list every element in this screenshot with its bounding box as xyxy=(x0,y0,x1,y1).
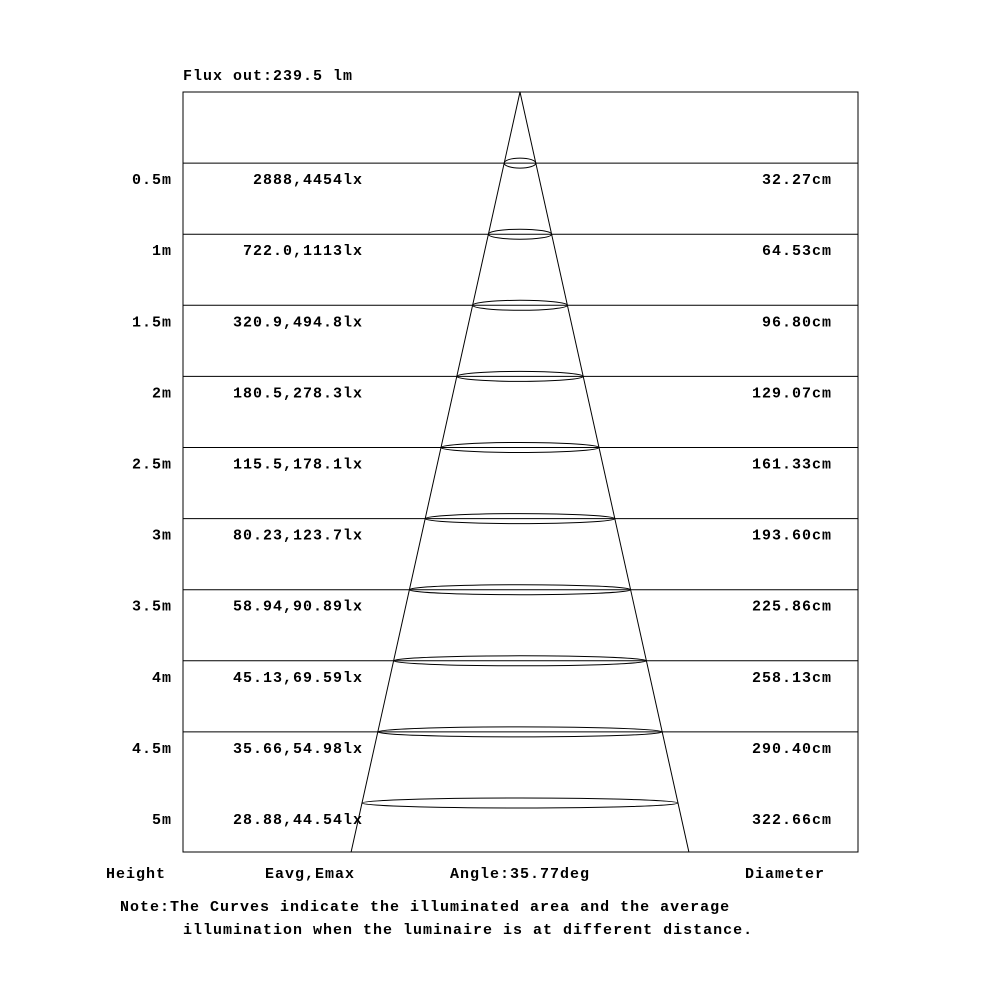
row-height-label: 4m xyxy=(151,669,172,687)
footer-diameter-label: Diameter xyxy=(744,866,826,883)
note-line-1: Note:The Curves indicate the illuminated area and the average xyxy=(120,899,731,916)
row-illuminance-label: 2888,4454lx xyxy=(252,172,363,190)
row-illuminance-label: 320.9,494.8lx xyxy=(232,314,363,332)
row-diameter-label: 290.40cm xyxy=(751,740,832,758)
row-diameter-label: 32.27cm xyxy=(761,172,832,190)
footer-lux-label: Eavg,Emax xyxy=(264,866,356,883)
row-illuminance-label: 28.88,44.54lx xyxy=(232,812,363,829)
row-diameter-label: 96.80cm xyxy=(761,314,832,332)
footer-height-label: Height xyxy=(105,866,167,883)
row-diameter-label: 322.66cm xyxy=(751,812,832,829)
row-height-label: 2m xyxy=(151,385,172,403)
row-illuminance-label: 722.0,1113lx xyxy=(242,243,363,261)
cone-left-edge xyxy=(351,92,520,852)
row-illuminance-label: 35.66,54.98lx xyxy=(232,740,363,758)
row-diameter-label: 193.60cm xyxy=(751,527,832,545)
row-illuminance-label: 80.23,123.7lx xyxy=(232,527,363,545)
row-height-label: 3.5m xyxy=(131,598,172,616)
row-illuminance-label: 115.5,178.1lx xyxy=(232,456,363,474)
row-height-label: 1.5m xyxy=(131,314,172,332)
flux-label: Flux out:239.5 lm xyxy=(183,68,354,85)
row-illuminance-label: 180.5,278.3lx xyxy=(232,385,363,403)
row-height-label: 0.5m xyxy=(131,172,172,190)
row-diameter-label: 225.86cm xyxy=(751,598,832,616)
row-illuminance-label: 58.94,90.89lx xyxy=(232,598,363,616)
cone-right-edge xyxy=(520,92,689,852)
rows-layer xyxy=(132,163,858,829)
note-line-2: illumination when the luminaire is at different distance. xyxy=(183,922,754,939)
row-height-label: 5m xyxy=(151,812,172,829)
row-height-label: 3m xyxy=(151,527,172,545)
row-diameter-label: 161.33cm xyxy=(751,456,832,474)
row-diameter-label: 258.13cm xyxy=(751,669,832,687)
row-illuminance-label: 45.13,69.59lx xyxy=(232,669,363,687)
row-diameter-label: 64.53cm xyxy=(761,243,832,261)
beam-ellipse xyxy=(362,798,678,808)
row-height-label: 2.5m xyxy=(131,456,172,474)
row-height-label: 4.5m xyxy=(131,740,172,758)
row-height-label: 1m xyxy=(151,243,172,261)
cone-layer xyxy=(351,92,689,852)
footer-angle-label: Angle:35.77deg xyxy=(449,866,591,883)
row-diameter-label: 129.07cm xyxy=(751,385,832,403)
